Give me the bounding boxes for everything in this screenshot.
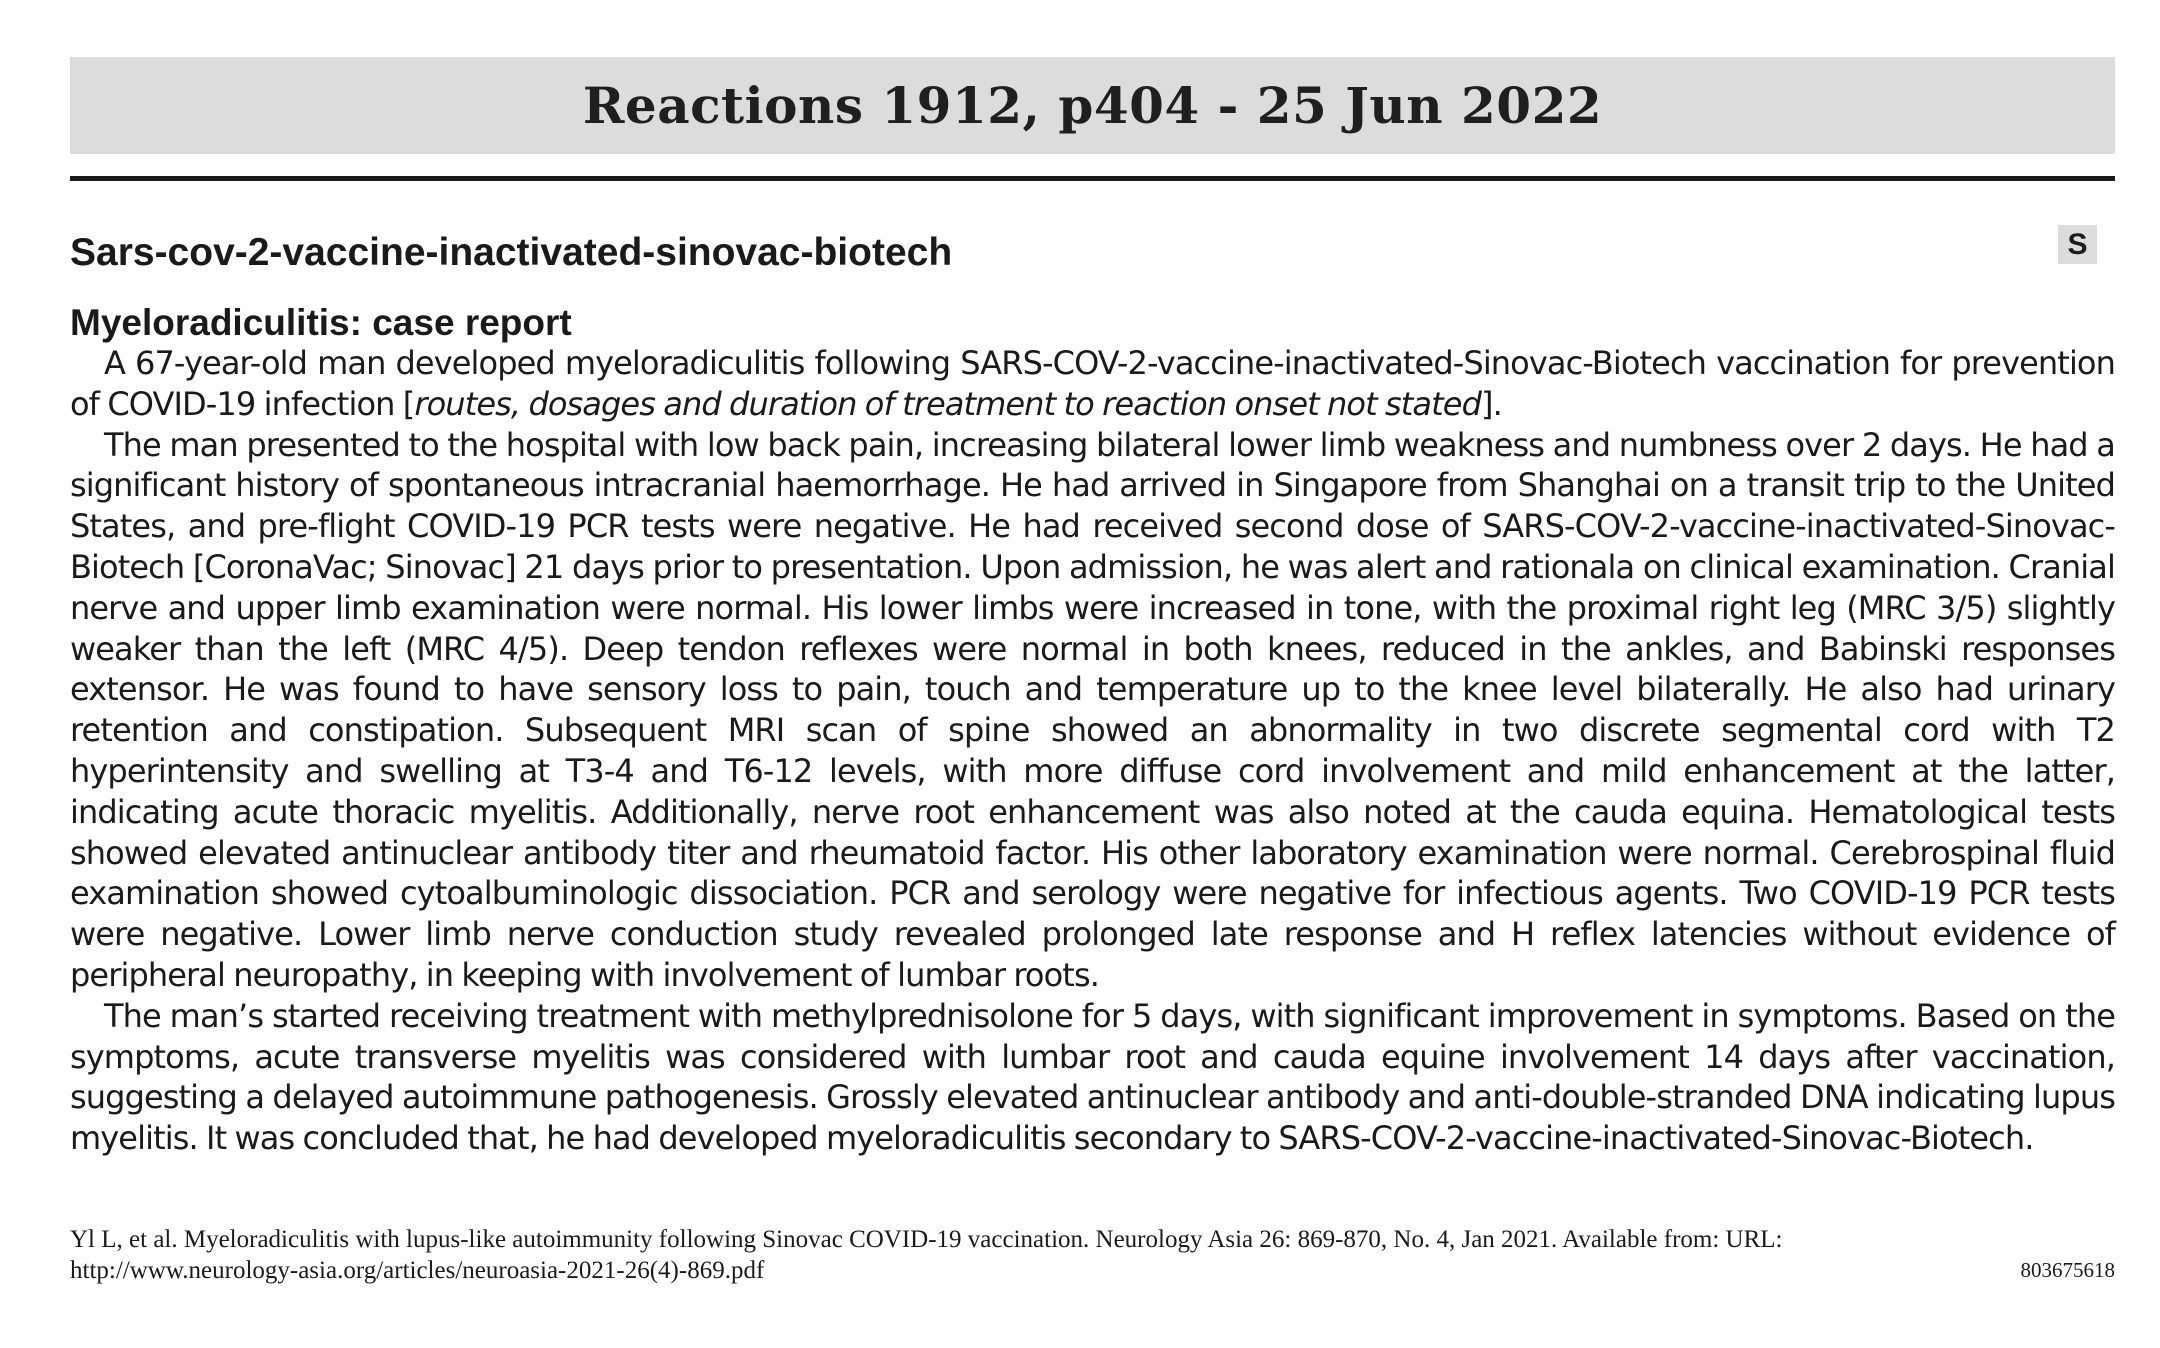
reference-citation: Yl L, et al. Myeloradiculitis with lupus-like autoimmunity following Sinovac COVID-19 vaccination. Neurology Asia 26: 869-870, No. 4, Jan 2021. Available from: URL:: [70, 1226, 1783, 1253]
header-band: [70, 57, 2115, 154]
reference-line-2: [70, 1255, 2115, 1286]
reference-url[interactable]: http://www.neurology-asia.org/articles/neuroasia-2021-26(4)-869.pdf: [70, 1257, 765, 1284]
case-heading: Myeloradiculitis: case report: [70, 302, 572, 343]
paragraph-3: The man’s started receiving treatment with methylprednisolone for 5 days, with significant improvement in symptoms. Based on the symptoms, acute transverse myelitis was considered with lumbar root and cauda equine involvement 14 days after vaccination, suggesting a delayed autoimmune pathogenesis. Grossly elevated antinuclear antibody and anti-double-stranded DNA indicating lupus myelitis. It was concluded that, he had developed myeloradiculitis secondary to SARS-COV-2-vaccine-inactivated-Sinovac-Biotech.: [70, 996, 2115, 1158]
paragraph-1-italic: routes, dosages and duration of treatment to reaction onset not stated: [414, 384, 1481, 423]
paragraph-1: [70, 343, 2115, 425]
paragraph-1-end: ].: [1481, 384, 1502, 423]
paragraph-1-text: A 67-year-old man developed myeloradiculitis following SARS-COV-2-vaccine-inactivated-Sinovac-Biotech vaccination for prevention of COVID-19 infection [: [70, 344, 2115, 423]
journal-title: Reactions 1912, p404 - 25 Jun 2022: [582, 76, 1603, 135]
article-body: [70, 343, 2115, 1159]
reference: [70, 1224, 2115, 1286]
document-id: 803675618: [2020, 1258, 2115, 1282]
header-divider: [70, 176, 2115, 181]
serious-badge: S: [2058, 225, 2097, 264]
drug-name: Sars-cov-2-vaccine-inactivated-sinovac-biotech: [70, 231, 953, 274]
paragraph-2: The man presented to the hospital with low back pain, increasing bilateral lower limb weakness and numbness over 2 days. He had a significant history of spontaneous intracranial haemorrhage. He had arrived in Singapore from Shanghai on a transit trip to the United States, and pre-flight COVID-19 PCR tests were negative. He had received second dose of SARS-COV-2-vaccine-inactivated-Sinovac-Biotech [CoronaVac; Sinovac] 21 days prior to presentation. Upon admission, he was alert and rationala on clinical examination. Cranial nerve and upper limb examination were normal. His lower limbs were increased in tone, with the proximal right leg (MRC 3/5) slightly weaker than the left (MRC 4/5). Deep tendon reflexes were normal in both knees, reduced in the ankles, and Babinski responses extensor. He was found to have sensory loss to pain, touch and temperature up to the knee level bilaterally. He also had urinary retention and constipation. Subsequent MRI scan of spine showed an abnormality in two discrete segmental cord with T2 hyperintensity and swelling at T3-4 and T6-12 levels, with more diffuse cord involvement and mild enhancement at the latter, indicating acute thoracic myelitis. Additionally, nerve root enhancement was also noted at the cauda equina. Hematological tests showed elevated antinuclear antibody titer and rheumatoid factor. His other laboratory examination were normal. Cerebrospinal fluid examination showed cytoalbuminologic dissociation. PCR and serology were negative for infectious agents. Two COVID-19 PCR tests were negative. Lower limb nerve conduction study revealed prolonged late response and H reflex latencies without evidence of peripheral neuropathy, in keeping with involvement of lumbar roots.: [70, 425, 2115, 994]
